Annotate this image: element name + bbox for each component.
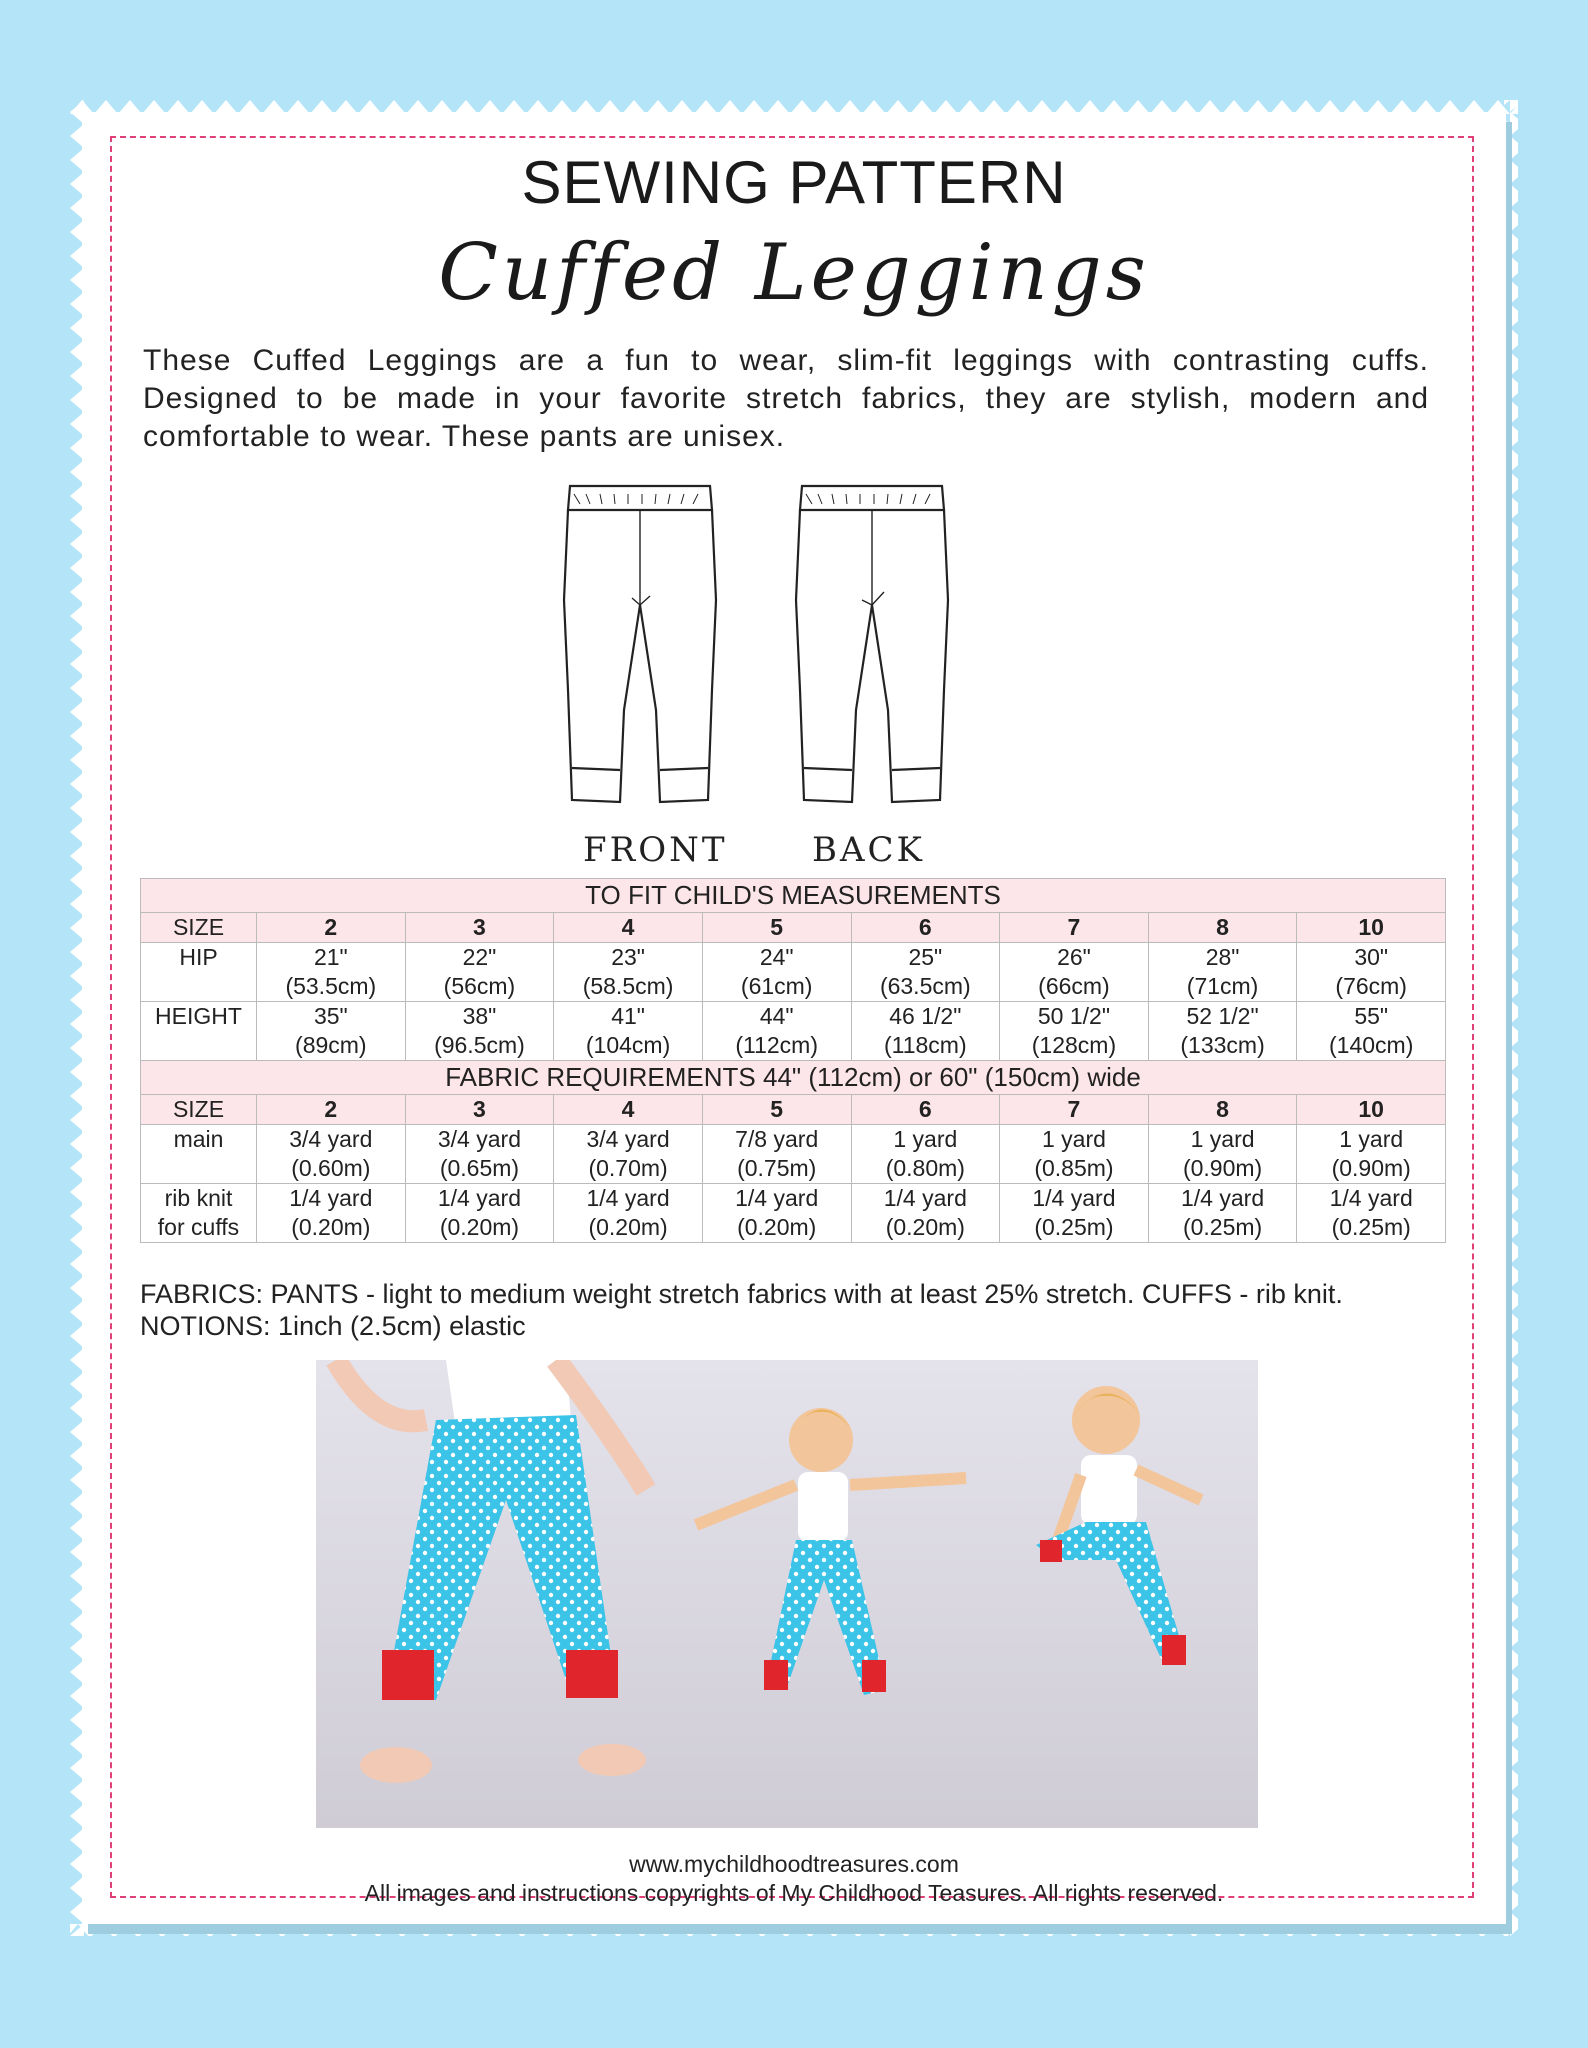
size-cell: 3 — [405, 1095, 554, 1125]
main-fabric-cell: 3/4 yard (0.60m) — [257, 1125, 406, 1184]
rib-knit-cell: 1/4 yard (0.25m) — [1000, 1184, 1149, 1243]
table-row — [141, 1184, 1446, 1243]
size-cell: 3 — [405, 913, 554, 943]
main-fabric-cell: 1 yard (0.90m) — [1297, 1125, 1446, 1184]
size-chart-table — [140, 878, 1446, 1243]
materials-notes — [140, 1278, 1470, 1342]
hip-cell: 25" (63.5cm) — [851, 943, 1000, 1002]
rib-knit-cell: 1/4 yard (0.25m) — [1148, 1184, 1297, 1243]
rib-knit-cell: 1/4 yard (0.20m) — [405, 1184, 554, 1243]
fabrics-note: FABRICS: PANTS - light to medium weight stretch fabrics with at least 25% stretch. CUFFS - rib knit. — [140, 1279, 1343, 1309]
table-row — [141, 943, 1446, 1002]
main-fabric-cell: 1 yard (0.85m) — [1000, 1125, 1149, 1184]
notions-note: NOTIONS: 1inch (2.5cm) elastic — [140, 1311, 526, 1341]
rib-knit-cell: 1/4 yard (0.20m) — [257, 1184, 406, 1243]
size-cell: 5 — [702, 1095, 851, 1125]
fabric-heading: FABRIC REQUIREMENTS 44" (112cm) or 60" (150cm) wide — [141, 1061, 1446, 1095]
back-view-drawing — [796, 486, 948, 802]
main-fabric-label: main — [141, 1125, 257, 1184]
size-cell: 5 — [702, 913, 851, 943]
height-cell: 38" (96.5cm) — [405, 1002, 554, 1061]
back-view-label: BACK — [812, 830, 925, 870]
size-cell: 10 — [1297, 913, 1446, 943]
height-label: HEIGHT — [141, 1002, 257, 1061]
hip-cell: 28" (71cm) — [1148, 943, 1297, 1002]
table-row — [141, 1002, 1446, 1061]
size-cell: 10 — [1297, 1095, 1446, 1125]
height-cell: 46 1/2" (118cm) — [851, 1002, 1000, 1061]
description-paragraph: These Cuffed Leggings are a fun to wear, slim-fit leggings with contrasting cuffs. Designed to be made in your favorite stretch fabrics, they are stylish, modern and comfortable to wear. These pants are unisex. — [143, 344, 1429, 453]
size-label: SIZE — [141, 913, 257, 943]
size-cell: 7 — [1000, 1095, 1149, 1125]
size-cell: 4 — [554, 1095, 703, 1125]
size-cell: 2 — [257, 1095, 406, 1125]
height-cell: 41" (104cm) — [554, 1002, 703, 1061]
hip-cell: 24" (61cm) — [702, 943, 851, 1002]
page-title: SEWING PATTERN — [521, 149, 1067, 216]
size-cell: 6 — [851, 1095, 1000, 1125]
rib-knit-cell: 1/4 yard (0.20m) — [702, 1184, 851, 1243]
main-fabric-cell: 7/8 yard (0.75m) — [702, 1125, 851, 1184]
height-cell: 44" (112cm) — [702, 1002, 851, 1061]
hip-cell: 22" (56cm) — [405, 943, 554, 1002]
leggings-technical-drawing — [560, 480, 980, 820]
rib-knit-cell: 1/4 yard (0.20m) — [851, 1184, 1000, 1243]
rib-knit-cell: 1/4 yard (0.25m) — [1297, 1184, 1446, 1243]
size-cell: 6 — [851, 913, 1000, 943]
footer — [0, 1850, 1588, 1908]
hip-cell: 26" (66cm) — [1000, 943, 1149, 1002]
hip-cell: 23" (58.5cm) — [554, 943, 703, 1002]
table-row — [141, 1095, 1446, 1125]
rib-knit-label: rib knit for cuffs — [141, 1184, 257, 1243]
table-row — [141, 913, 1446, 943]
size-cell: 2 — [257, 913, 406, 943]
children-wearing-leggings-photo — [316, 1360, 1258, 1828]
website-url: www.mychildhoodtreasures.com — [629, 1851, 959, 1877]
size-label: SIZE — [141, 1095, 257, 1125]
front-view-label: FRONT — [583, 830, 728, 870]
height-cell: 35" (89cm) — [257, 1002, 406, 1061]
copyright-notice: All images and instructions copyrights of My Childhood Teasures. All rights reserved. — [364, 1880, 1224, 1906]
table-row — [141, 1125, 1446, 1184]
front-view-drawing — [564, 486, 716, 802]
rib-knit-cell: 1/4 yard (0.20m) — [554, 1184, 703, 1243]
hip-label: HIP — [141, 943, 257, 1002]
pattern-name: Cuffed Leggings — [438, 228, 1150, 318]
main-fabric-cell: 1 yard (0.80m) — [851, 1125, 1000, 1184]
measurements-heading: TO FIT CHILD'S MEASUREMENTS — [141, 879, 1446, 913]
main-fabric-cell: 3/4 yard (0.70m) — [554, 1125, 703, 1184]
height-cell: 50 1/2" (128cm) — [1000, 1002, 1149, 1061]
height-cell: 55" (140cm) — [1297, 1002, 1446, 1061]
hip-cell: 30" (76cm) — [1297, 943, 1446, 1002]
size-cell: 7 — [1000, 913, 1149, 943]
size-cell: 4 — [554, 913, 703, 943]
hip-cell: 21" (53.5cm) — [257, 943, 406, 1002]
size-cell: 8 — [1148, 913, 1297, 943]
main-fabric-cell: 1 yard (0.90m) — [1148, 1125, 1297, 1184]
main-fabric-cell: 3/4 yard (0.65m) — [405, 1125, 554, 1184]
height-cell: 52 1/2" (133cm) — [1148, 1002, 1297, 1061]
size-cell: 8 — [1148, 1095, 1297, 1125]
